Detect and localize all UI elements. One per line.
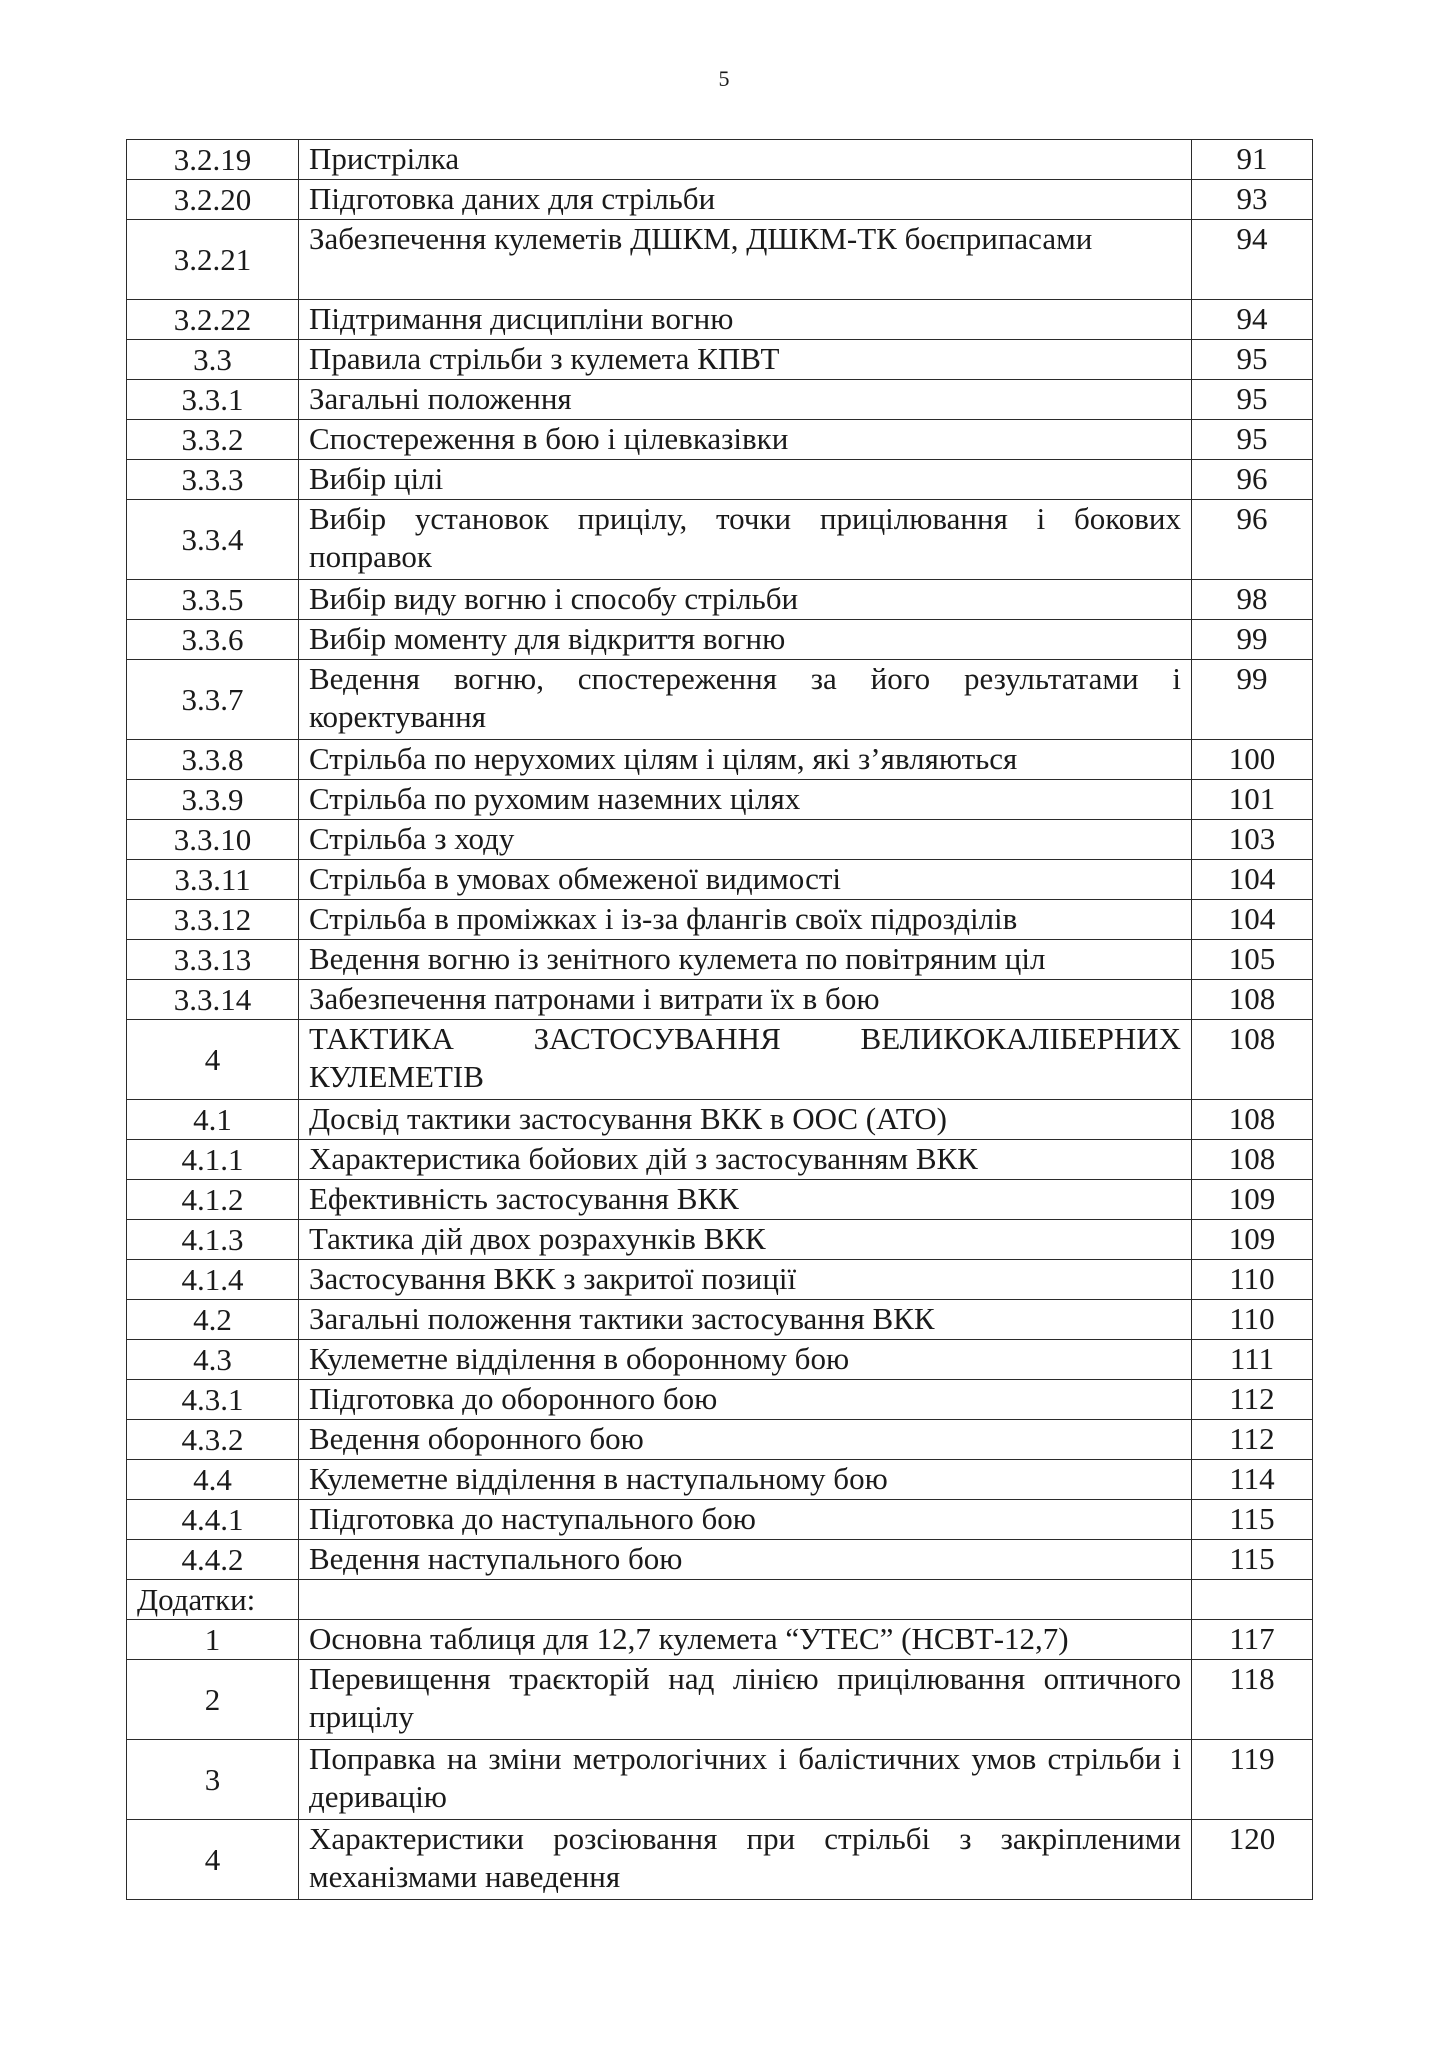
toc-section-number: 3.3.6 — [127, 620, 299, 660]
toc-section-title: Тактика дій двох розрахунків ВКК — [299, 1220, 1192, 1260]
toc-page-number: 93 — [1192, 180, 1313, 220]
toc-page-number: 91 — [1192, 140, 1313, 180]
toc-row — [127, 1620, 1313, 1660]
toc-page-number: 115 — [1192, 1540, 1313, 1580]
toc-row — [127, 300, 1313, 340]
toc-section-number: 3.3.1 — [127, 380, 299, 420]
toc-page-number: 111 — [1192, 1340, 1313, 1380]
toc-row — [127, 380, 1313, 420]
toc-page-number: 120 — [1192, 1820, 1313, 1900]
toc-page-number: 95 — [1192, 340, 1313, 380]
toc-section-number: 3.3.4 — [127, 500, 299, 580]
toc-row — [127, 1500, 1313, 1540]
toc-section-number: 3.3.11 — [127, 860, 299, 900]
toc-page-number: 101 — [1192, 780, 1313, 820]
toc-section-number: 3.3.7 — [127, 660, 299, 740]
toc-section-number: 4.3.1 — [127, 1380, 299, 1420]
toc-section-number: 4.4.2 — [127, 1540, 299, 1580]
toc-section-title: Пристрілка — [299, 140, 1192, 180]
toc-page-number: 114 — [1192, 1460, 1313, 1500]
toc-row — [127, 740, 1313, 780]
toc-page-number: 104 — [1192, 860, 1313, 900]
toc-page-number: 100 — [1192, 740, 1313, 780]
page-number: 5 — [718, 66, 730, 91]
toc-row — [127, 620, 1313, 660]
toc-row — [127, 1580, 1313, 1620]
toc-row — [127, 1820, 1313, 1900]
toc-section-title: Основна таблиця для 12,7 кулемета “УТЕС” (НСВТ-12,7) — [299, 1620, 1192, 1660]
toc-row — [127, 940, 1313, 980]
toc-section-number: Додатки: — [127, 1580, 299, 1620]
toc-section-title — [299, 1580, 1192, 1620]
toc-section-title: Кулеметне відділення в наступальному бою — [299, 1460, 1192, 1500]
toc-row — [127, 1140, 1313, 1180]
toc-row — [127, 1220, 1313, 1260]
toc-page-number: 99 — [1192, 620, 1313, 660]
toc-section-title: Стрільба з ходу — [299, 820, 1192, 860]
toc-section-title: ТАКТИКА ЗАСТОСУВАННЯ ВЕЛИКОКАЛІБЕРНИХ КУЛЕМЕТІВ — [299, 1020, 1192, 1100]
toc-section-number: 4.2 — [127, 1300, 299, 1340]
toc-row — [127, 860, 1313, 900]
toc-row — [127, 660, 1313, 740]
toc-section-title: Загальні положення тактики застосування ВКК — [299, 1300, 1192, 1340]
toc-section-title: Забезпечення кулеметів ДШКМ, ДШКМ-ТК боєприпасами — [299, 220, 1192, 300]
toc-section-title: Ведення оборонного бою — [299, 1420, 1192, 1460]
toc-section-number: 3.3.5 — [127, 580, 299, 620]
toc-page-number: 109 — [1192, 1220, 1313, 1260]
toc-section-title: Правила стрільби з кулемета КПВТ — [299, 340, 1192, 380]
toc-row — [127, 180, 1313, 220]
toc-row — [127, 220, 1313, 300]
toc-section-title: Підтримання дисципліни вогню — [299, 300, 1192, 340]
toc-section-number: 4.1.4 — [127, 1260, 299, 1300]
toc-section-title: Вибір моменту для відкриття вогню — [299, 620, 1192, 660]
toc-section-number: 3.3.12 — [127, 900, 299, 940]
toc-page-number — [1192, 1580, 1313, 1620]
toc-row — [127, 460, 1313, 500]
toc-section-title: Підготовка до оборонного бою — [299, 1380, 1192, 1420]
toc-row — [127, 980, 1313, 1020]
toc-section-number: 4 — [127, 1820, 299, 1900]
toc-page-number: 117 — [1192, 1620, 1313, 1660]
toc-section-number: 4.4 — [127, 1460, 299, 1500]
toc-page-number: 94 — [1192, 300, 1313, 340]
toc-row — [127, 1340, 1313, 1380]
toc-section-number: 3.3.3 — [127, 460, 299, 500]
toc-page-number: 108 — [1192, 1100, 1313, 1140]
toc-section-title: Вибір установок прицілу, точки прицілювання і бокових поправок — [299, 500, 1192, 580]
toc-page-number: 109 — [1192, 1180, 1313, 1220]
toc-row — [127, 500, 1313, 580]
toc-row — [127, 1260, 1313, 1300]
toc-section-number: 4.1 — [127, 1100, 299, 1140]
toc-section-number: 3.3.2 — [127, 420, 299, 460]
toc-section-title: Підготовка даних для стрільби — [299, 180, 1192, 220]
toc-page-number: 96 — [1192, 460, 1313, 500]
toc-row — [127, 780, 1313, 820]
toc-page-number: 108 — [1192, 980, 1313, 1020]
toc-section-title: Вибір цілі — [299, 460, 1192, 500]
toc-row — [127, 1300, 1313, 1340]
toc-section-title: Вибір виду вогню і способу стрільби — [299, 580, 1192, 620]
toc-page-number: 110 — [1192, 1260, 1313, 1300]
toc-section-title: Ведення наступального бою — [299, 1540, 1192, 1580]
toc-section-title: Стрільба в проміжках і із-за флангів своїх підрозділів — [299, 900, 1192, 940]
toc-row — [127, 140, 1313, 180]
toc-row — [127, 1460, 1313, 1500]
toc-row — [127, 1420, 1313, 1460]
toc-section-number: 3.2.19 — [127, 140, 299, 180]
toc-section-number: 3.2.22 — [127, 300, 299, 340]
toc-section-number: 4.4.1 — [127, 1500, 299, 1540]
toc-section-number: 3 — [127, 1740, 299, 1820]
toc-section-title: Ефективність застосування ВКК — [299, 1180, 1192, 1220]
toc-section-title: Характеристика бойових дій з застосуванням ВКК — [299, 1140, 1192, 1180]
toc-section-title: Загальні положення — [299, 380, 1192, 420]
toc-row — [127, 1540, 1313, 1580]
toc-page-number: 112 — [1192, 1380, 1313, 1420]
toc-section-number: 3.3.10 — [127, 820, 299, 860]
toc-section-title: Підготовка до наступального бою — [299, 1500, 1192, 1540]
toc-row — [127, 1380, 1313, 1420]
toc-section-number: 4.1.1 — [127, 1140, 299, 1180]
toc-page-number: 108 — [1192, 1140, 1313, 1180]
toc-page-number: 110 — [1192, 1300, 1313, 1340]
toc-section-title: Кулеметне відділення в оборонному бою — [299, 1340, 1192, 1380]
toc-page-number: 94 — [1192, 220, 1313, 300]
toc-section-title: Досвід тактики застосування ВКК в ООС (АТО) — [299, 1100, 1192, 1140]
toc-page-number: 104 — [1192, 900, 1313, 940]
toc-page-number: 99 — [1192, 660, 1313, 740]
toc-row — [127, 1100, 1313, 1140]
toc-page-number: 112 — [1192, 1420, 1313, 1460]
toc-section-title: Поправка на зміни метрологічних і балістичних умов стрільби і деривацію — [299, 1740, 1192, 1820]
toc-row — [127, 820, 1313, 860]
toc-section-number: 3.3.9 — [127, 780, 299, 820]
toc-section-number: 3.2.21 — [127, 220, 299, 300]
toc-page-number: 105 — [1192, 940, 1313, 980]
toc-section-number: 4.1.3 — [127, 1220, 299, 1260]
toc-section-title: Характеристики розсіювання при стрільбі з закріпленими механізмами наведення — [299, 1820, 1192, 1900]
toc-section-number: 1 — [127, 1620, 299, 1660]
toc-section-number: 4.1.2 — [127, 1180, 299, 1220]
toc-section-title: Ведення вогню із зенітного кулемета по повітряним ціл — [299, 940, 1192, 980]
table-of-contents — [126, 139, 1313, 1900]
toc-page-number: 103 — [1192, 820, 1313, 860]
toc-page-number: 118 — [1192, 1660, 1313, 1740]
toc-section-title: Перевищення траєкторій над лінією прицілювання оптичного прицілу — [299, 1660, 1192, 1740]
toc-section-title: Стрільба по нерухомих цілям і цілям, які з’являються — [299, 740, 1192, 780]
toc-page-number: 115 — [1192, 1500, 1313, 1540]
toc-row — [127, 900, 1313, 940]
toc-row — [127, 1740, 1313, 1820]
toc-page-number: 95 — [1192, 380, 1313, 420]
toc-section-number: 3.3.13 — [127, 940, 299, 980]
toc-section-number: 2 — [127, 1660, 299, 1740]
toc-section-number: 4.3 — [127, 1340, 299, 1380]
toc-section-number: 3.2.20 — [127, 180, 299, 220]
toc-section-title: Застосування ВКК з закритої позиції — [299, 1260, 1192, 1300]
toc-section-number: 3.3.14 — [127, 980, 299, 1020]
toc-page-number: 98 — [1192, 580, 1313, 620]
toc-row — [127, 340, 1313, 380]
toc-row — [127, 1660, 1313, 1740]
toc-section-title: Стрільба в умовах обмеженої видимості — [299, 860, 1192, 900]
toc-row — [127, 1020, 1313, 1100]
toc-row — [127, 420, 1313, 460]
toc-page-number: 119 — [1192, 1740, 1313, 1820]
toc-page-number: 108 — [1192, 1020, 1313, 1100]
toc-section-title: Ведення вогню, спостереження за його результатами і коректування — [299, 660, 1192, 740]
toc-section-title: Стрільба по рухомим наземних цілях — [299, 780, 1192, 820]
toc-row — [127, 1180, 1313, 1220]
toc-page-number: 95 — [1192, 420, 1313, 460]
toc-page-number: 96 — [1192, 500, 1313, 580]
toc-section-number: 4.3.2 — [127, 1420, 299, 1460]
toc-section-number: 3.3.8 — [127, 740, 299, 780]
toc-section-number: 4 — [127, 1020, 299, 1100]
toc-section-title: Спостереження в бою і цілевказівки — [299, 420, 1192, 460]
toc-row — [127, 580, 1313, 620]
toc-section-title: Забезпечення патронами і витрати їх в бою — [299, 980, 1192, 1020]
toc-section-number: 3.3 — [127, 340, 299, 380]
